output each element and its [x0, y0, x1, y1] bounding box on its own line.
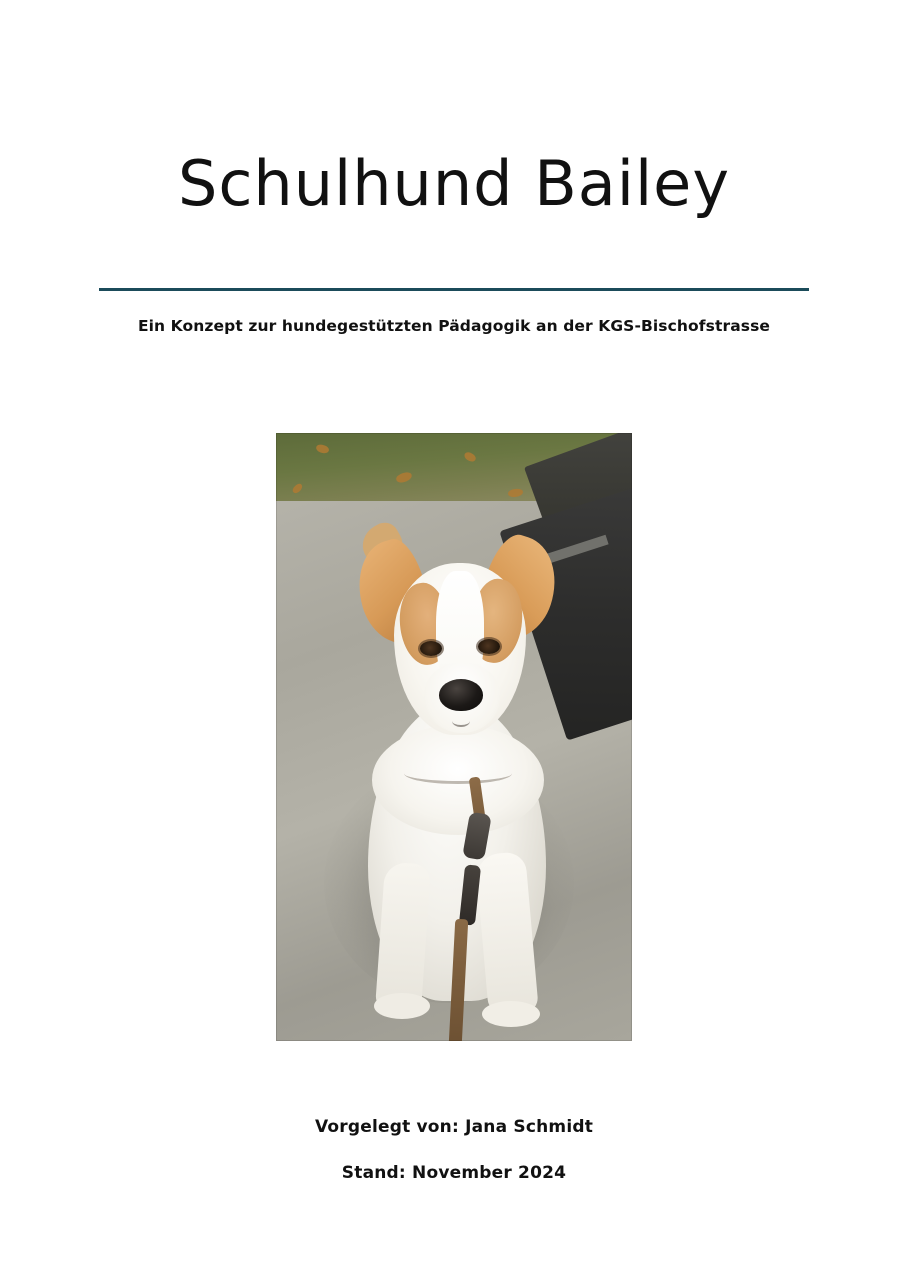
- dog-eye-right: [478, 639, 500, 654]
- date-line: Stand: November 2024: [341, 1162, 567, 1183]
- dog-eye-left: [420, 641, 442, 656]
- document-subtitle: Ein Konzept zur hundegestützten Pädagogik an der KGS-Bischofstrasse: [137, 316, 771, 335]
- dog-nose: [439, 679, 483, 711]
- page-title: Schulhund Bailey: [177, 147, 731, 220]
- dog-mouth: [452, 715, 470, 727]
- cover-footer: [315, 1117, 593, 1183]
- cover-photo: [276, 433, 632, 1041]
- dog-paw-right: [482, 1001, 540, 1027]
- title-divider: [99, 288, 809, 291]
- dog-paw-left: [374, 993, 430, 1019]
- author-line: Vorgelegt von: Jana Schmidt: [314, 1116, 594, 1137]
- dog-collar: [404, 763, 512, 784]
